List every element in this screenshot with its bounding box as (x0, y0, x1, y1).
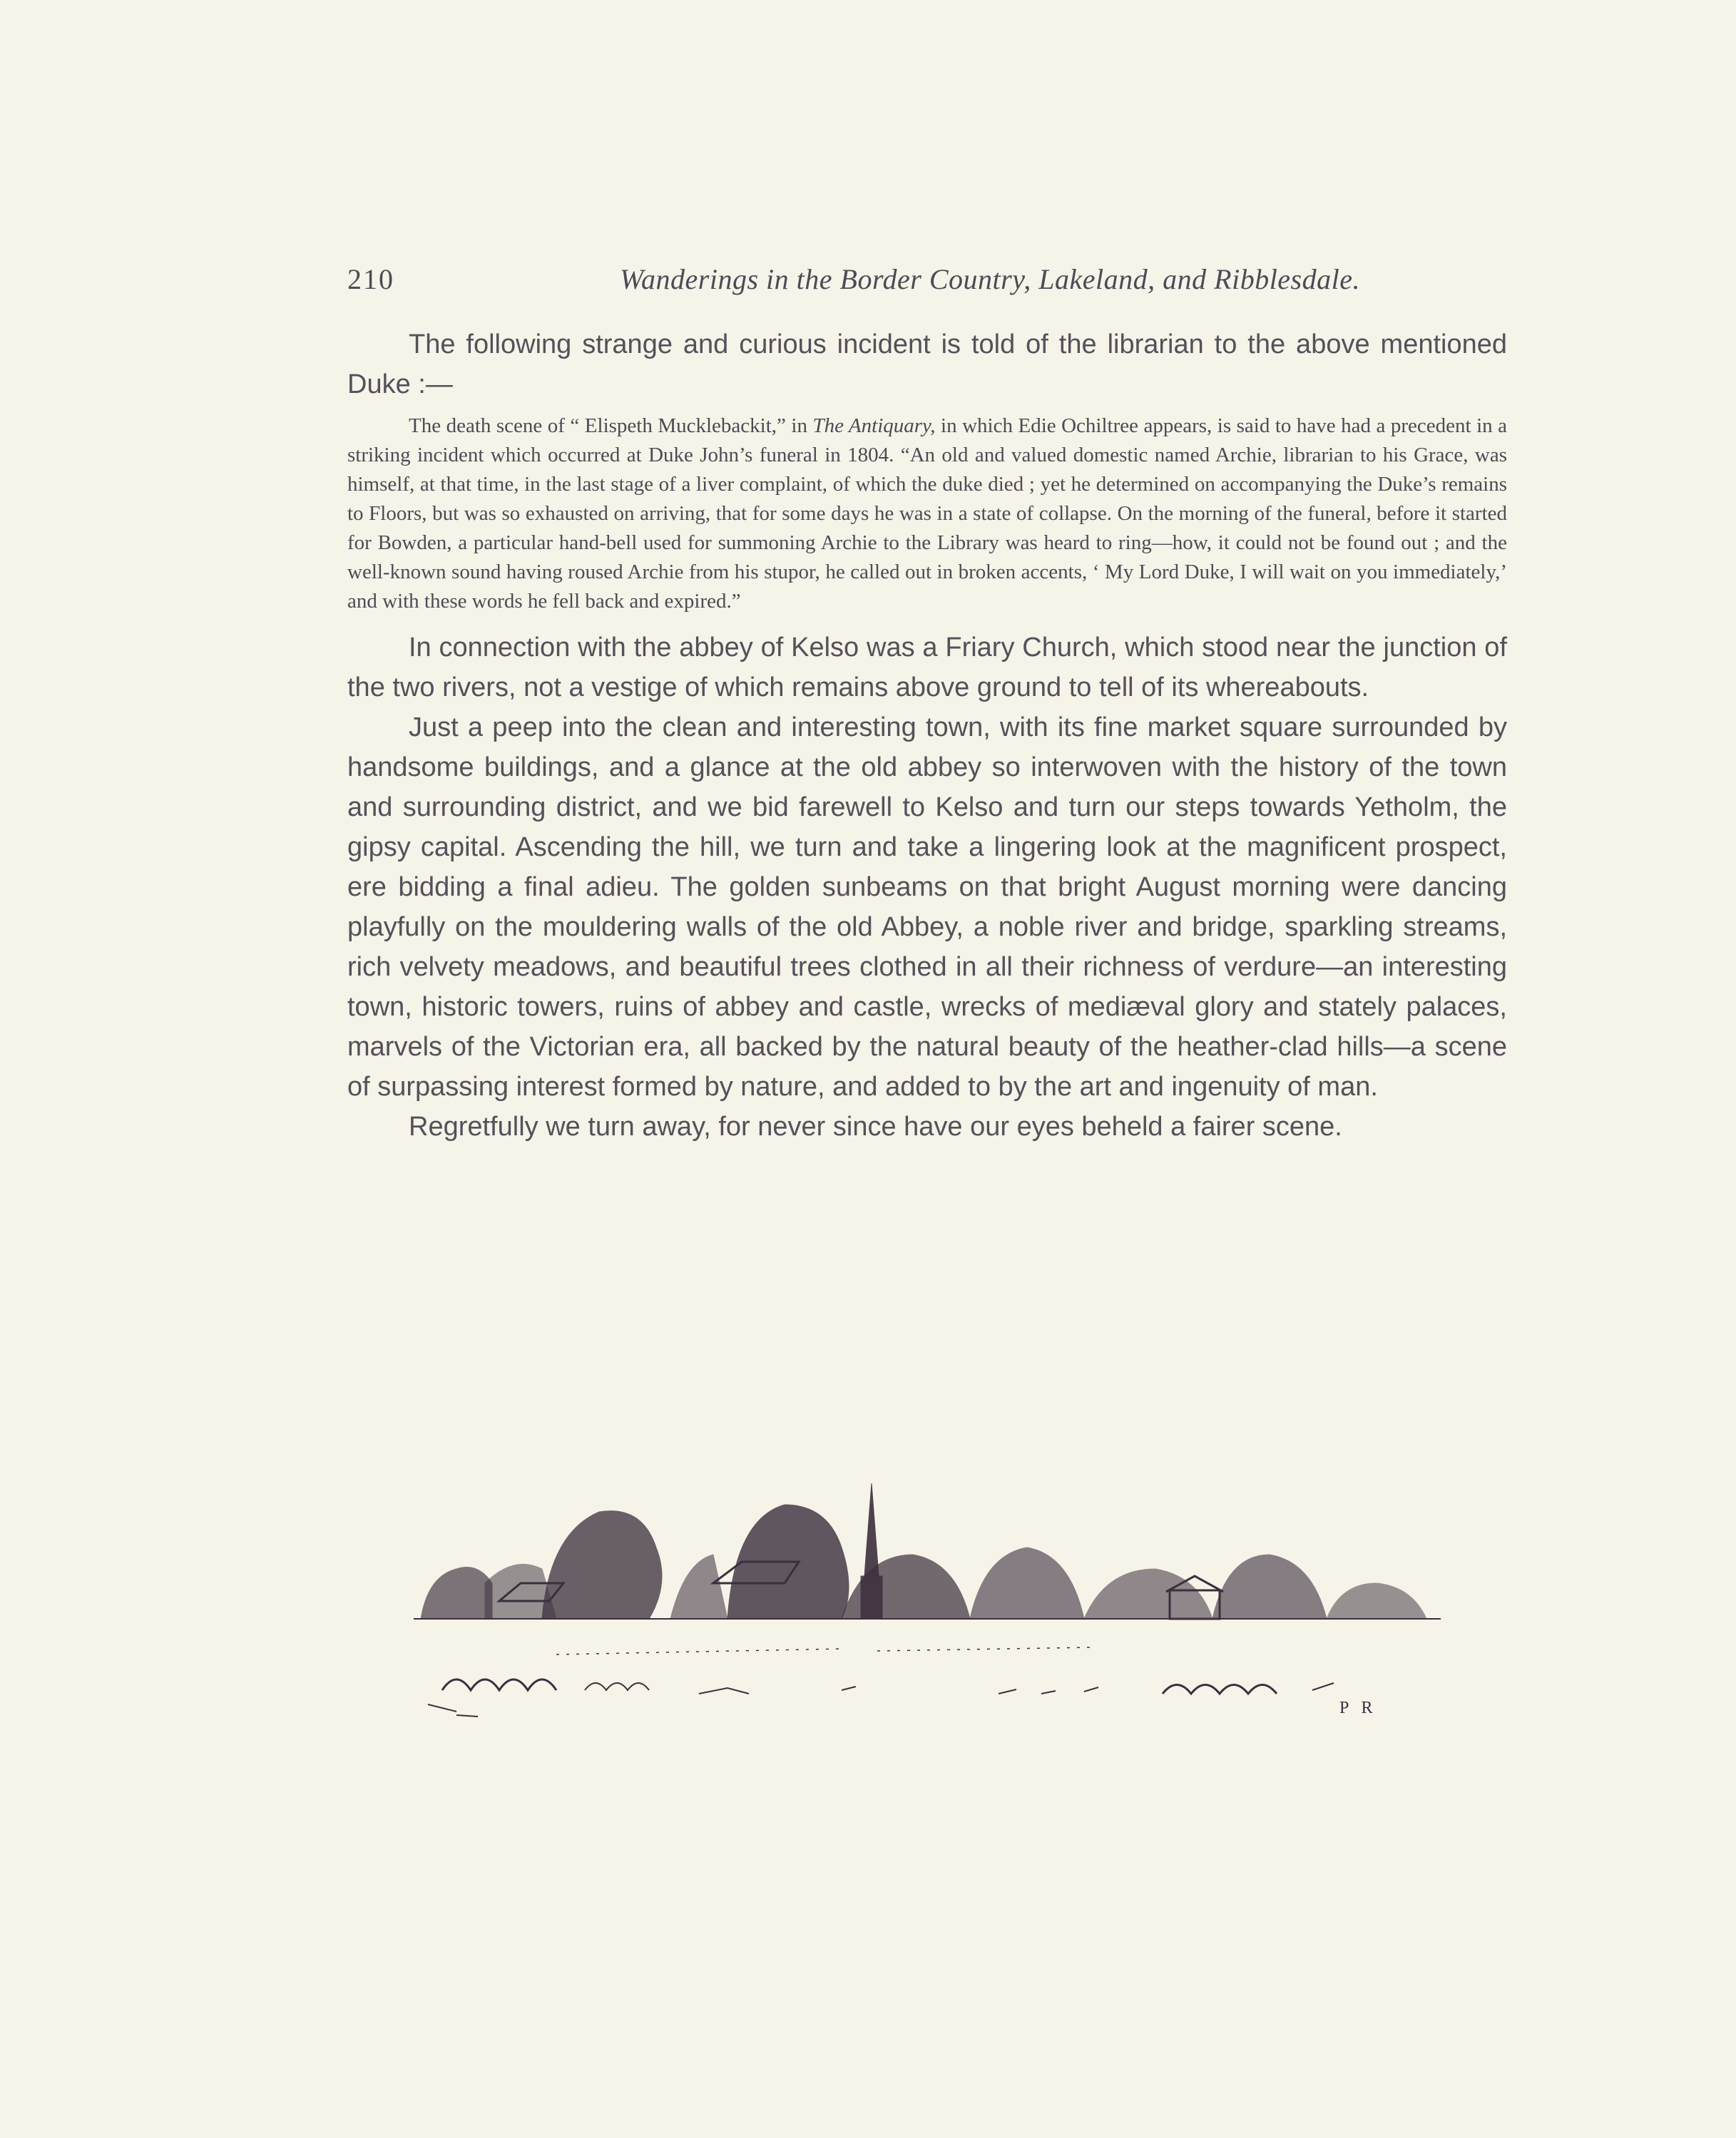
paragraph-kelso: Just a peep into the clean and interesting town, with its fine market square surrounded by handsome buildings, and a glance at the old abbey so interwoven with the history of the town and surrounding district, and we bid farewell to Kelso and turn our steps towards Yetholm, the gipsy capital. Ascending the hill, we turn and take a lingering look at the magnificent prospect, ere bidding a final adieu. The golden sunbeams on that bright August morning were dancing playfully on the mouldering walls of the old Abbey, a noble river and bridge, sparkling streams, rich velvety meadows, and beautiful trees clothed in all their richness of verdure—an interesting town, historic towers, ruins of abbey and castle, wrecks of mediæval glory and stately palaces, marvels of the Victorian era, all backed by the natural beauty of the heather-clad hills—a scene of surpassing interest formed by nature, and added to by the art and ingenuity of man. (347, 712, 1507, 1102)
village-sketch (414, 1476, 1441, 1733)
artist-initials: P R (1339, 1699, 1377, 1717)
paragraph-intro: The following strange and curious incident is told of the librarian to the above mentioned Duke :— (347, 329, 1507, 399)
landscape-illustration (414, 1476, 1441, 1733)
quote-text-after: in which Edie Ochiltree appears, is said to have had a precedent in a striking incident which occurred at Duke John’s funeral in 1804. “An old and valued domestic named Archie, librarian to his Grace, was himself, at that time, in the last stage of a liver complaint, of which the duke died ; yet he determined on accompanying the Duke’s remains to Floors, but was so exhausted on arriving, that for some days he was in a state of collapse. On the morning of the funeral, before it started for Bowden, a particular hand-bell used for summoning Archie to the Library was heard to ring—how, it could not be found out ; and the well-known sound having roused Archie from his stupor, he called out in broken accents, ‘ My Lord Duke, I will wait on you immediately,’ and with these words he fell back and expired.” (347, 414, 1507, 613)
quote-text-before: The death scene of “ Elispeth Mucklebackit,” in (409, 414, 813, 437)
paragraph-friary: In connection with the abbey of Kelso was a Friary Church, which stood near the junction of the two rivers, not a vestige of which remains above ground to tell of its whereabouts. (347, 633, 1507, 702)
running-header (347, 262, 1360, 305)
body-text (347, 324, 1507, 1147)
running-title: Wanderings in the Border Country, Lakeland, and Ribblesdale. (619, 263, 1360, 295)
quote-book-title: The Antiquary, (812, 414, 936, 437)
page-number: 210 (347, 263, 394, 295)
block-quote (347, 411, 1507, 616)
paragraph-farewell: Regretfully we turn away, for never since have our eyes beheld a fairer scene. (409, 1112, 1342, 1142)
